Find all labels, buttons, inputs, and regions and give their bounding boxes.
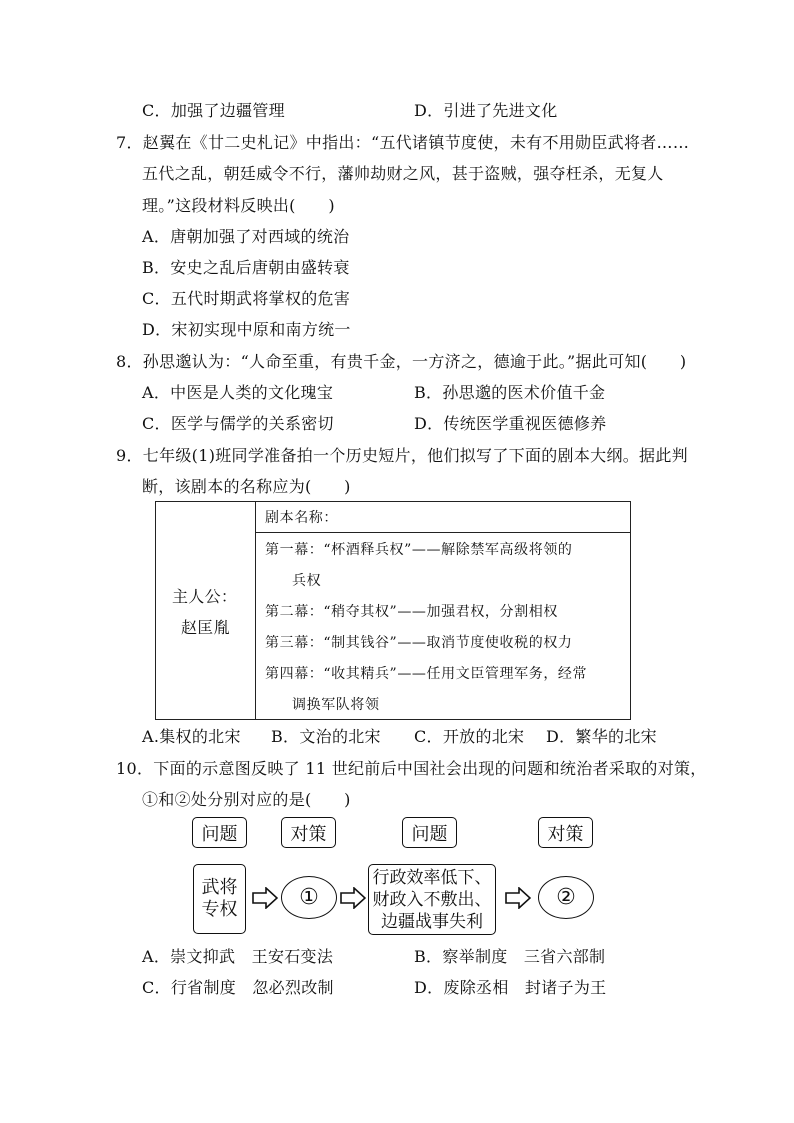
header-problem-1: 问题 xyxy=(192,817,247,848)
script-title-label: 剧本名称： xyxy=(265,510,338,526)
header-policy-2: 对策 xyxy=(538,817,593,848)
act1-line1: 第一幕：“杯酒释兵权”——解除禁军高级将领的 xyxy=(265,542,573,558)
act2: 第二幕：“稍夺其权”——加强君权，分割相权 xyxy=(265,604,558,620)
problem-box-2-line1: 行政效率低下、 xyxy=(372,867,492,888)
problem-box-1-line2: 专权 xyxy=(201,899,238,920)
problem-box-2-line3: 边疆战事失利 xyxy=(381,911,483,932)
q10-option-c: C．行省制度 忽必烈改制 xyxy=(142,978,334,997)
q9-option-d: D．繁华的北宋 xyxy=(546,727,657,746)
q7-stem-line2: 五代之乱，朝廷威令不行，藩帅劫财之风，甚于盗贼，强夺枉杀，无复人 xyxy=(142,164,664,183)
problem-box-1-line1: 武将 xyxy=(201,877,238,898)
hollow-right-arrow-icon xyxy=(505,887,531,909)
problem-box-1 xyxy=(193,864,246,934)
hollow-right-arrow-icon xyxy=(340,887,366,909)
q10-option-d: D．废除丞相 封诸子为王 xyxy=(414,978,607,997)
q6-option-d: D．引进了先进文化 xyxy=(414,101,558,120)
table-divider-horizontal xyxy=(255,532,631,533)
blank-circle-2: ② xyxy=(538,876,594,919)
act4-line2: 调换军队将领 xyxy=(292,697,380,713)
q7-option-d: D．宋初实现中原和南方统一 xyxy=(142,320,351,339)
q6-option-c: C．加强了边疆管理 xyxy=(142,101,285,120)
q7-option-c: C．五代时期武将掌权的危害 xyxy=(142,289,351,308)
act3: 第三幕：“制其钱谷”——取消节度使收税的权力 xyxy=(265,635,573,651)
protagonist-label: 主人公： xyxy=(172,587,238,606)
q8-option-c: C．医学与儒学的关系密切 xyxy=(142,414,334,433)
q9-stem-line2: 断，该剧本的名称应为( ) xyxy=(142,477,351,496)
q10-option-b: B．察举制度 三省六部制 xyxy=(414,947,606,966)
problem-box-2 xyxy=(368,864,496,935)
q10-stem-line1: 10．下面的示意图反映了 11 世纪前后中国社会出现的问题和统治者采取的对策， xyxy=(116,759,707,778)
table-divider-vertical xyxy=(255,501,256,720)
q10-option-a: A．崇文抑武 王安石变法 xyxy=(142,947,334,966)
act4-line1: 第四幕：“收其精兵”——任用文臣管理军务，经常 xyxy=(265,666,588,682)
header-policy-1: 对策 xyxy=(281,817,336,848)
q8-stem: 8．孙思邈认为：“人命至重，有贵千金，一方济之，德逾于此。”据此可知( ) xyxy=(116,352,687,371)
q9-stem-line1: 9．七年级(1)班同学准备拍一个历史短片，他们拟写了下面的剧本大纲。据此判 xyxy=(116,446,688,465)
q8-option-b: B．孙思邈的医术价值千金 xyxy=(414,383,606,402)
act1-line2: 兵权 xyxy=(292,573,322,589)
q9-option-a: A.集权的北宋 xyxy=(142,727,241,746)
q8-option-a: A．中医是人类的文化瑰宝 xyxy=(142,383,334,402)
q9-option-b: B．文治的北宋 xyxy=(271,727,381,746)
q7-stem-line1: 7．赵翼在《廿二史札记》中指出：“五代诸镇节度使，未有不用勋臣武将者…… xyxy=(116,133,690,152)
q7-stem-line3: 理。”这段材料反映出( ) xyxy=(142,196,335,215)
hollow-right-arrow-icon xyxy=(252,887,278,909)
q8-option-d: D．传统医学重视医德修养 xyxy=(414,414,607,433)
problem-box-2-line2: 财政入不敷出、 xyxy=(372,889,492,910)
q7-option-a: A．唐朝加强了对西域的统治 xyxy=(142,227,350,246)
q7-option-b: B．安史之乱后唐朝由盛转衰 xyxy=(142,258,350,277)
protagonist-name: 赵匡胤 xyxy=(181,618,230,637)
blank-circle-1: ① xyxy=(281,876,337,919)
header-problem-2: 问题 xyxy=(402,817,457,848)
q9-option-c: C．开放的北宋 xyxy=(414,727,525,746)
q10-stem-line2: ①和②处分别对应的是( ) xyxy=(142,790,351,809)
